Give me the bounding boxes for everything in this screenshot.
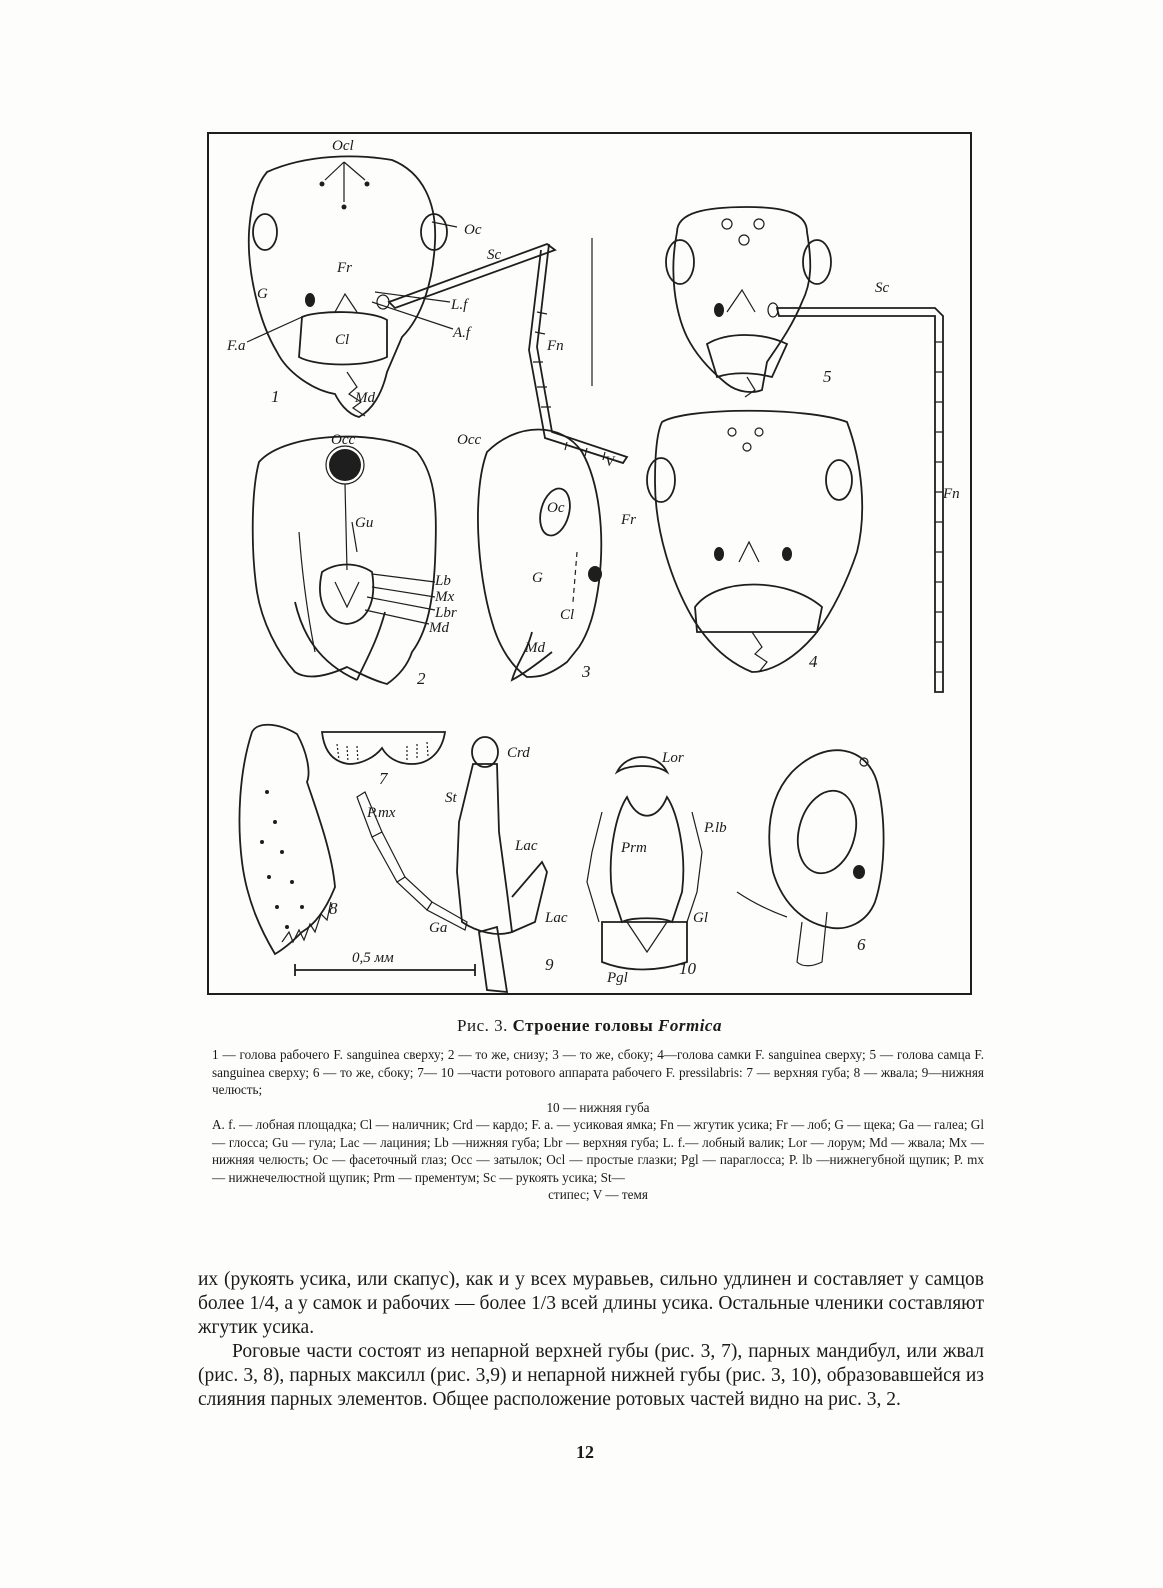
label-lor: Lor xyxy=(662,750,684,766)
figure-labels xyxy=(226,138,960,986)
label-ga: Ga xyxy=(429,920,448,936)
label-ocl: Ocl xyxy=(332,138,354,154)
legend-panels: 1 — голова рабочего F. sanguinea сверху; 2 — то же, снизу; 3 — то же, сбоку; 4—голова самки F. sanguinea сверху; 5 — голова самца F. sanguinea сверху; 6 — то же, сбоку; 7— 10 —части ротового аппарата рабочего F. pressilabris: 7 — верхняя губа; 8 — жвала; 9—нижняя челюсть; xyxy=(212,1047,984,1097)
panel-number-4: 4 xyxy=(809,652,818,671)
label-prm: Prm xyxy=(621,840,647,856)
label-sc-5: Sc xyxy=(875,280,890,296)
label-fa: F.a xyxy=(227,338,246,354)
drawing-head-1 xyxy=(247,156,627,463)
drawing-head-2 xyxy=(253,437,436,684)
body-paragraph-1: их (рукоять усика, или скапус), как и у всех муравьев, сильно удлинен и составляет у самцов более 1/4, а у самок и рабочих — более 1/3 всей длины усика. Остальные членики составляют жгутик усика. xyxy=(198,1269,984,1338)
figure-3 xyxy=(207,132,972,995)
label-lbr: Lbr xyxy=(435,605,457,621)
label-oc-3: Oc xyxy=(547,500,565,516)
label-md-2: Md xyxy=(429,620,449,636)
drawing-head-5 xyxy=(666,207,943,692)
label-g-3: G xyxy=(532,570,543,586)
drawing-labrum-7 xyxy=(322,732,445,764)
label-mx: Mx xyxy=(435,589,455,605)
body-paragraph-2: Роговые части состоят из непарной верхней губы (рис. 3, 7), парных мандибул, или жвал (рис. 3, 8), парных максилл (рис. 3,9) и непарной нижней губы (рис. 3, 10), образовавшейся из слияния парных элементов. Общее расположение ротовых частей видно на рис. 3, 2. xyxy=(198,1341,984,1410)
label-gl: Gl xyxy=(693,910,708,926)
page-number: 12 xyxy=(576,1442,594,1462)
drawing-head-6 xyxy=(737,750,884,966)
caption-genus: Formica xyxy=(658,1016,722,1035)
label-plb: P.lb xyxy=(704,820,727,836)
panel-number-10: 10 xyxy=(679,959,696,978)
label-crd: Crd xyxy=(507,745,530,761)
label-fn: Fn xyxy=(547,338,564,354)
label-fr: Fr xyxy=(337,260,352,276)
panel-number-7: 7 xyxy=(379,769,388,788)
drawing-mandible-8 xyxy=(239,725,335,954)
figure-caption-title xyxy=(207,1016,972,1036)
panel-number-1: 1 xyxy=(271,387,280,406)
scale-bar-label: 0,5 мм xyxy=(352,950,394,966)
panel-number-9: 9 xyxy=(545,955,554,974)
label-g: G xyxy=(257,286,268,302)
figure-drawing xyxy=(207,132,972,995)
panel-number-8: 8 xyxy=(329,899,338,918)
label-occ-3: Occ xyxy=(457,432,482,448)
label-md-3: Md xyxy=(525,640,545,656)
label-pgl: Pgl xyxy=(607,970,628,986)
panel-number-6: 6 xyxy=(857,935,866,954)
label-st: St xyxy=(445,790,457,806)
legend-panels-end: 10 — нижняя губа xyxy=(546,1099,650,1115)
label-lf: L.f xyxy=(451,297,468,313)
label-pmx: P.mx xyxy=(367,805,396,821)
label-fr-3: Fr xyxy=(621,512,636,528)
figure-legend xyxy=(212,1046,984,1204)
caption-title-text: Строение головы xyxy=(512,1016,654,1035)
label-lac: Lac xyxy=(515,838,538,854)
legend-abbreviations: A. f. — лобная площадка; Cl — наличник; Crd — кардо; F. a. — усиковая ямка; Fn — жгутик усика; Fr — лоб; G — щека; Ga — галеа; Gl — глосса; Gu — гула; Lac — лациния; Lb —нижняя губа; Lbr — верхняя губа; L. f.— лобный валик; Lor — лорум; Md — жвала; Mx —нижняя челюсть; Oc — фасеточный глаз; Occ — затылок; Ocl — простые глазки; Pgl — параглосса; P. lb —нижнегубной щупик; P. mx — нижнечелюстной щупик; Prm — прементум; Sc — рукоять усика; St— xyxy=(212,1117,984,1185)
body-text xyxy=(198,1268,984,1412)
label-sc: Sc xyxy=(487,247,502,263)
label-occ: Occ xyxy=(331,432,356,448)
label-lb: Lb xyxy=(435,573,451,589)
legend-abbreviations-end: стипес; V — темя xyxy=(548,1187,648,1202)
panel-number-2: 2 xyxy=(417,669,426,688)
label-af: A.f xyxy=(453,325,471,341)
drawing-head-4 xyxy=(647,411,862,672)
label-lac-2: Lac xyxy=(545,910,568,926)
label-v: V xyxy=(605,454,615,470)
panel-number-3: 3 xyxy=(582,662,591,681)
drawing-labium-10 xyxy=(587,757,702,970)
panel-number-5: 5 xyxy=(823,367,832,386)
label-cl: Cl xyxy=(335,332,350,348)
label-gu: Gu xyxy=(355,515,374,531)
label-fn-5: Fn xyxy=(943,486,960,502)
label-cl-3: Cl xyxy=(560,607,575,623)
label-md: Md xyxy=(355,390,375,406)
label-oc: Oc xyxy=(464,222,482,238)
caption-prefix: Рис. 3. xyxy=(457,1016,508,1035)
